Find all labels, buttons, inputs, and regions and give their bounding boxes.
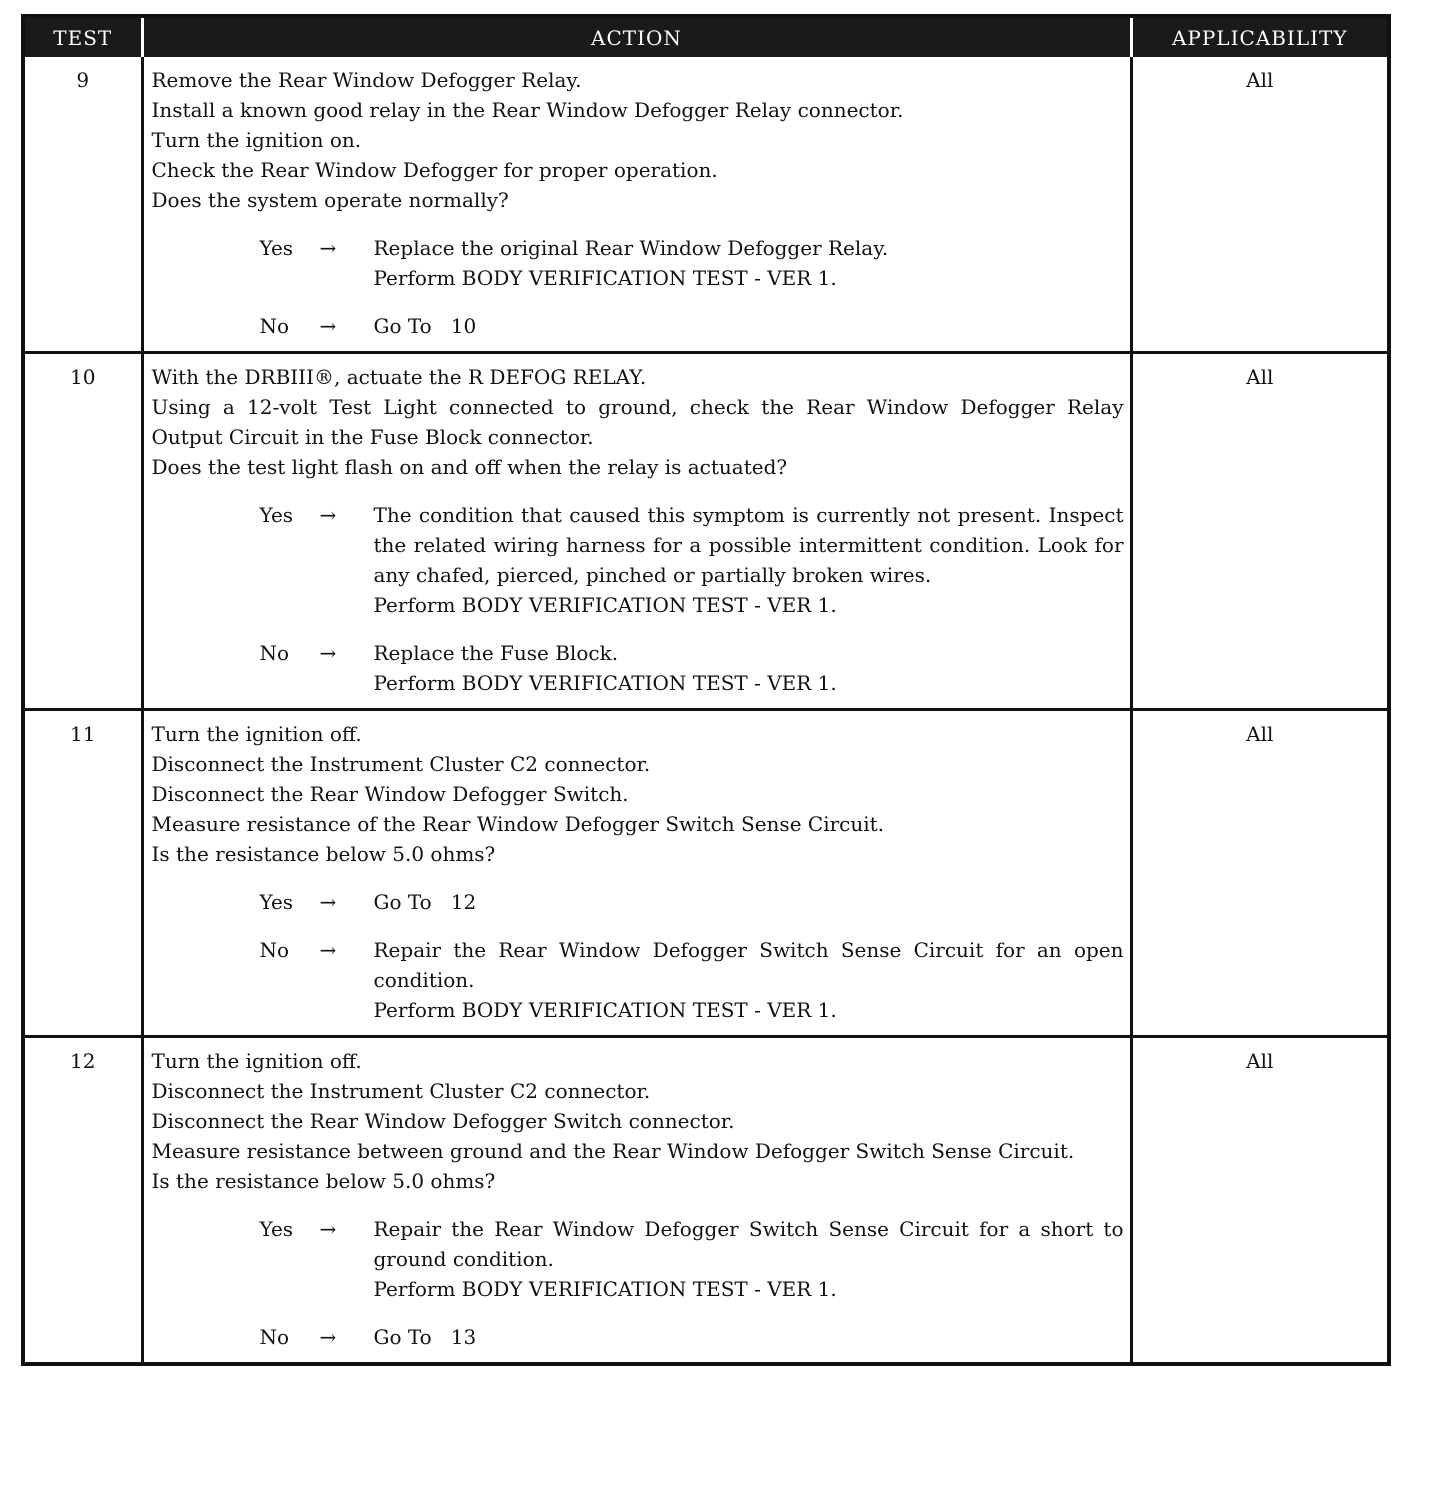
applicability-value: All [1131,57,1389,353]
branch-no [260,638,1124,698]
branch-label: No [259,1325,290,1349]
branch-label: Yes [259,236,294,260]
branch-result [374,887,1124,917]
table-row [23,1037,1389,1365]
action-step: Remove the Rear Window Defogger Relay. [151,68,582,92]
right-arrow-icon: → [319,1217,337,1241]
action-step: Turn the ignition off. [151,722,362,746]
branch-label: No [259,938,290,962]
header-applicability: APPLICABILITY [1131,16,1389,57]
action-cell [142,1037,1131,1365]
result-line: Repair the Rear Window Defogger Switch Sense Circuit for a short to ground condition. [373,1217,1124,1271]
action-step: Does the system operate normally? [151,188,509,212]
branch-label: No [259,314,290,338]
branch-result [374,311,1124,341]
test-number: 9 [23,57,142,353]
table-row [23,57,1389,353]
table-header-row [23,16,1389,57]
right-arrow-icon: → [319,314,337,338]
action-step: Measure resistance of the Rear Window Defogger Switch Sense Circuit. [151,812,885,836]
diagnostic-table [21,14,1391,1366]
branch-no [260,311,1124,341]
header-action: ACTION [142,16,1131,57]
right-arrow-icon: → [319,890,337,914]
action-step: Disconnect the Rear Window Defogger Switch. [151,782,629,806]
right-arrow-icon: → [319,236,337,260]
go-to-link[interactable]: Go To 12 [373,890,477,914]
action-step: Disconnect the Rear Window Defogger Switch connector. [151,1109,735,1133]
test-number: 11 [23,710,142,1037]
action-step: Is the resistance below 5.0 ohms? [151,1169,496,1193]
header-test: TEST [23,16,142,57]
action-step: With the DRBIII®, actuate the R DEFOG RELAY. [151,365,647,389]
table-row [23,353,1389,710]
branch-yes [260,887,1124,917]
action-step: Measure resistance between ground and the Rear Window Defogger Switch Sense Circuit. [151,1139,1075,1163]
branch-yes [260,1214,1124,1304]
branch-label: Yes [259,890,294,914]
result-line: Perform BODY VERIFICATION TEST - VER 1. [373,1277,837,1301]
action-step: Using a 12-volt Test Light connected to ground, check the Rear Window Defogger Relay Output Circuit in the Fuse Block connector. [151,395,1124,449]
test-number: 10 [23,353,142,710]
branch-yes [260,500,1124,620]
action-step: Disconnect the Instrument Cluster C2 connector. [151,1079,651,1103]
result-line: Replace the Fuse Block. [373,641,619,665]
branch-result [374,500,1124,620]
action-step: Is the resistance below 5.0 ohms? [151,842,496,866]
action-step: Turn the ignition off. [151,1049,362,1073]
action-step: Install a known good relay in the Rear Window Defogger Relay connector. [151,98,904,122]
action-cell [142,353,1131,710]
result-line: Replace the original Rear Window Defogger Relay. [373,236,889,260]
right-arrow-icon: → [319,641,337,665]
result-line: Perform BODY VERIFICATION TEST - VER 1. [373,998,837,1022]
branch-label: Yes [259,1217,294,1241]
result-line: Perform BODY VERIFICATION TEST - VER 1. [373,593,837,617]
result-line: The condition that caused this symptom is currently not present. Inspect the related wiring harness for a possible intermittent condition. Look for any chafed, pierced, pinched or partially broken wires. [373,503,1124,587]
action-step: Disconnect the Instrument Cluster C2 connector. [151,752,651,776]
applicability-value: All [1131,1037,1389,1365]
action-step: Check the Rear Window Defogger for proper operation. [151,158,718,182]
branch-label: No [259,641,290,665]
right-arrow-icon: → [319,503,337,527]
action-step: Does the test light flash on and off when the relay is actuated? [151,455,788,479]
branch-result [374,638,1124,698]
branch-result [374,1214,1124,1304]
branch-result [374,233,1124,293]
go-to-link[interactable]: Go To 13 [373,1325,477,1349]
result-line: Repair the Rear Window Defogger Switch Sense Circuit for an open condition. [373,938,1124,992]
applicability-value: All [1131,353,1389,710]
result-line: Perform BODY VERIFICATION TEST - VER 1. [373,671,837,695]
action-cell [142,57,1131,353]
right-arrow-icon: → [319,1325,337,1349]
action-step: Turn the ignition on. [151,128,362,152]
branch-no [260,1322,1124,1352]
branch-result [374,1322,1124,1352]
right-arrow-icon: → [319,938,337,962]
result-line: Perform BODY VERIFICATION TEST - VER 1. [373,266,837,290]
applicability-value: All [1131,710,1389,1037]
go-to-link[interactable]: Go To 10 [373,314,477,338]
action-cell [142,710,1131,1037]
branch-result [374,935,1124,1025]
test-number: 12 [23,1037,142,1365]
branch-no [260,935,1124,1025]
branch-yes [260,233,1124,293]
branch-label: Yes [259,503,294,527]
table-row [23,710,1389,1037]
